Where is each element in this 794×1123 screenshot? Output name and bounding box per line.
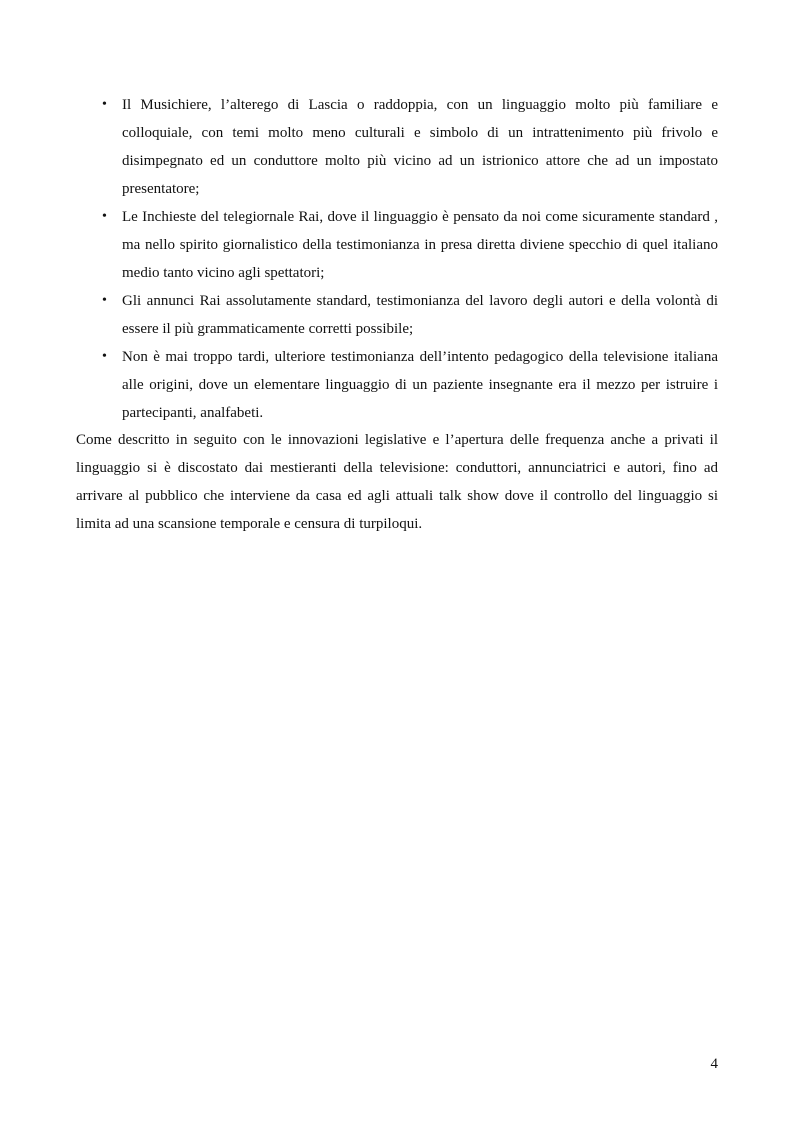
bullet-marker: • [102,349,107,364]
page-number: 4 [710,1056,718,1072]
list-item [76,287,718,343]
bullet-marker: • [102,97,107,112]
list-item-text: Il Musichiere, l’alterego di Lascia o raddoppia, con un linguaggio molto più familiare e colloquiale, con temi molto meno culturali e simbolo di un intrattenimento più frivolo e disimpegnato ed un conduttore molto più vicino ad un istrionico attore che ad un impostato presentatore; [122,97,718,197]
list-item-text: Non è mai troppo tardi, ulteriore testimonianza dell’intento pedagogico della televisione italiana alle origini, dove un elementare linguaggio di un paziente insegnante era il mezzo per istruire i partecipanti, analfabeti. [122,349,718,421]
body-paragraph: Come descritto in seguito con le innovazioni legislative e l’apertura delle frequenza anche a privati il linguaggio si è discostato dai mestieranti della televisione: conduttori, annunciatrici e autori, fino ad arrivare al pubblico che interviene da casa ed agli attuali talk show dove il controllo del linguaggio si limita ad una scansione temporale e censura di turpiloqui. [76,432,718,532]
bullet-marker: • [102,293,107,308]
list-item [76,343,718,427]
bullet-list [76,91,718,427]
list-item-text: Le Inchieste del telegiornale Rai, dove il linguaggio è pensato da noi come sicuramente standard , ma nello spirito giornalistico della testimonianza in presa diretta diviene specchio di quel italiano medio tanto vicino agli spettatori; [122,209,718,281]
list-item [76,91,718,203]
list-item-text: Gli annunci Rai assolutamente standard, testimonianza del lavoro degli autori e della volontà di essere il più grammaticamente corretti possibile; [122,293,718,337]
bullet-marker: • [102,209,107,224]
list-item [76,203,718,287]
